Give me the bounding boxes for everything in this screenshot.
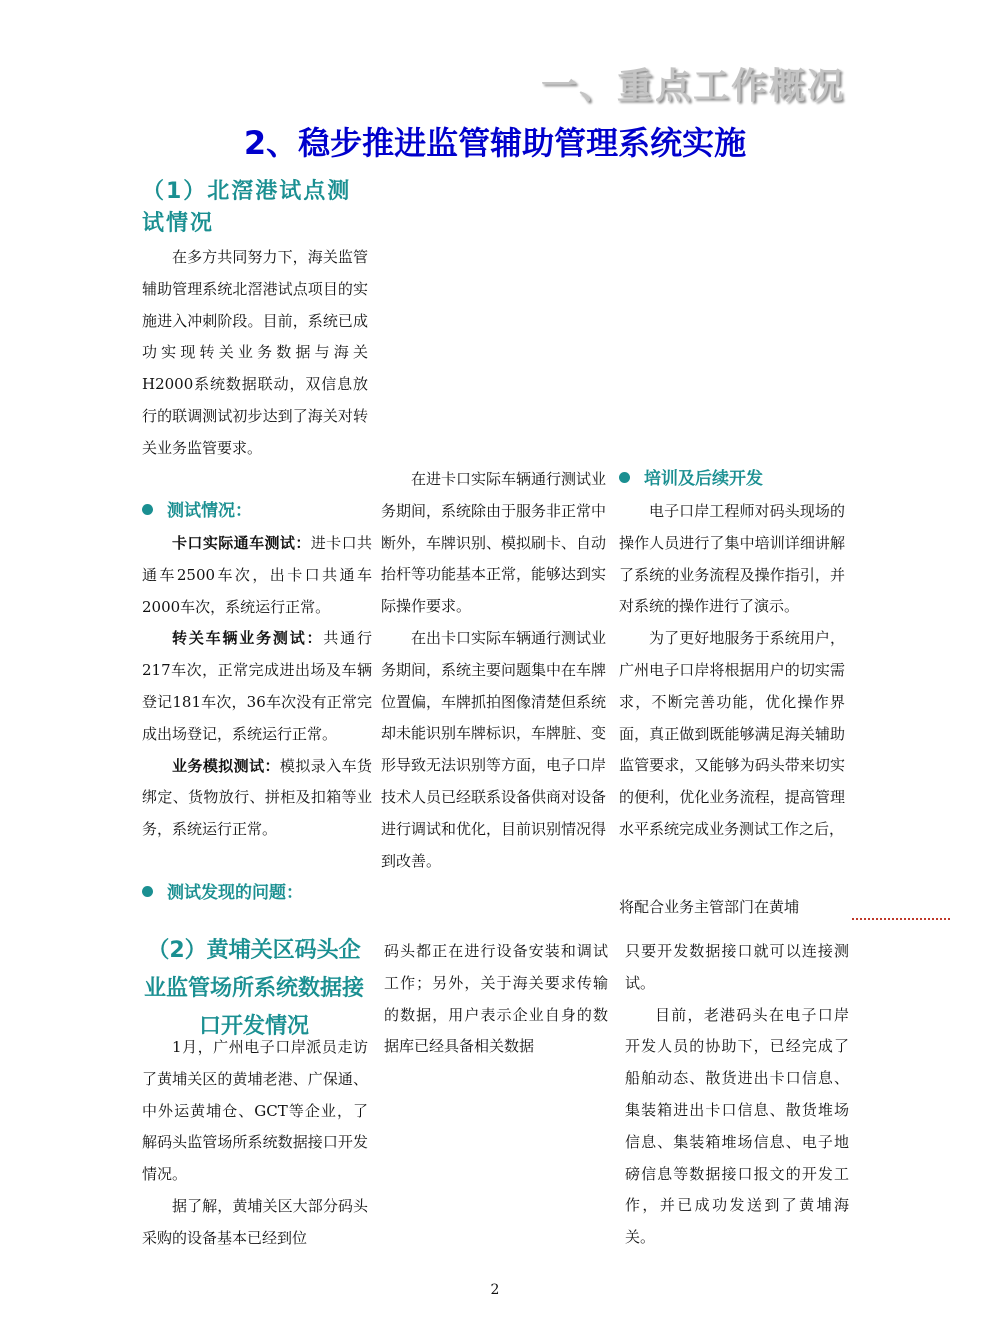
main-title: 2、稳步推进监管辅助管理系统实施 (243, 124, 747, 162)
training-paragraph: 电子口岸工程师对码头现场的操作人员进行了集中培训详细讲解了系统的业务流程及操作指引，并对系统的操作进行了演示。 (619, 502, 845, 616)
test-item (142, 751, 372, 846)
development-paragraph: 为了更好地服务于系统用户，广州电子口岸将根据用户的切实需求，不断完善功能，优化操作界面，真正做到既能够满足海关辅助监管要求，又能够为码头带来切实的便利，优化业务流程，提高管理水平系统完成业务测试工作之后， (619, 629, 845, 838)
test-text: 进卡口共通车2500车次，出卡口共通车2000车次，系统运行正常。 (142, 534, 372, 616)
section1-col1 (142, 242, 368, 465)
installation-paragraph: 码头都正在进行设备安装和调试工作；另外，关于海关要求传输的数据，用户表示企业自身的数据库已经具备相关数据 (384, 942, 608, 1056)
equipment-paragraph: 据了解，黄埔关区大部分码头采购的设备基本已经到位 (142, 1196, 368, 1247)
laogang-paragraph: 目前，老港码头在电子口岸开发人员的协助下，已经完成了船舶动态、散货进出卡口信息、集装箱进出卡口信息、散货堆场信息、集装箱堆场信息、电子地磅信息等数据接口报文的开发工作，并已成功发送到了黄埔海关。 (625, 1005, 849, 1247)
training-heading: 培训及后续开发 (619, 464, 849, 494)
section2-col3 (625, 936, 849, 1254)
chapter-header: 一、重点工作概况 (540, 66, 845, 107)
test-item (142, 623, 372, 750)
test-text: 共通行217车次，正常完成进出场及车辆登记181车次，36车次没有正常完成出场登记，系统运行正常。 (142, 629, 372, 743)
test-list (142, 528, 372, 846)
section-divider (852, 918, 950, 920)
exit-gate-paragraph: 在出卡口实际车辆通行测试业务期间，系统主要问题集中在车牌位置偏，车牌抓拍图像清楚但系统却未能识别车牌标识，车牌脏、变形导致无法识别等方面，电子口岸技术人员已经联系设备供商对设备进行调试和优化，目前识别情况得到改善。 (381, 628, 607, 870)
section2-col1 (142, 1032, 368, 1255)
section1-col2 (381, 464, 606, 877)
test-heading: 测试情况： (142, 496, 372, 526)
section1-col3 (619, 496, 845, 846)
test-text: 模拟录入车货绑定、货物放行、拼柜及扣箱等业务，系统运行正常。 (142, 756, 372, 839)
cut-off-line: 将配合业务主管部门在黄埔 (619, 898, 800, 916)
bullet-dot-icon (619, 472, 630, 483)
bullet-dot-icon (142, 886, 153, 897)
visit-paragraph: 1月，广州电子口岸派员走访了黄埔关区的黄埔老港、广保通、中外运黄埔仓、GCT等企业，了解码头监管场所系统数据接口开发情况。 (142, 1038, 368, 1184)
test-item (142, 528, 372, 623)
section2-title: （2）黄埔关区码头企业监管场所系统数据接口开发情况 (143, 938, 364, 1039)
section1-title: （1）北滘港试点测试情况 (142, 179, 352, 236)
page-number: 2 (490, 1282, 500, 1298)
section2-col2 (384, 936, 608, 1063)
test-label: 卡口实际通车测试： (172, 534, 311, 552)
bullet-dot-icon (142, 504, 153, 515)
test-label: 业务模拟测试： (172, 756, 280, 775)
test-label: 转关车辆业务测试： (172, 629, 324, 648)
section1-intro: 在多方共同努力下，海关监管辅助管理系统北滘港试点项目的实施进入冲刺阶段。目前，系统已成功实现转关业务数据与海关H2000系统数据联动，双信息放行的联调测试初步达到了海关对转关业务监管要求。 (142, 248, 368, 457)
interface-paragraph: 只要开发数据接口就可以连接测试。 (625, 942, 849, 992)
issues-heading: 测试发现的问题： (142, 878, 372, 908)
entry-gate-paragraph: 在进卡口实际车辆通行测试业务期间，系统除由于服务非正常中断外，车牌识别、模拟刷卡、自动抬杆等功能基本正常，能够达到实际操作要求。 (381, 470, 607, 616)
